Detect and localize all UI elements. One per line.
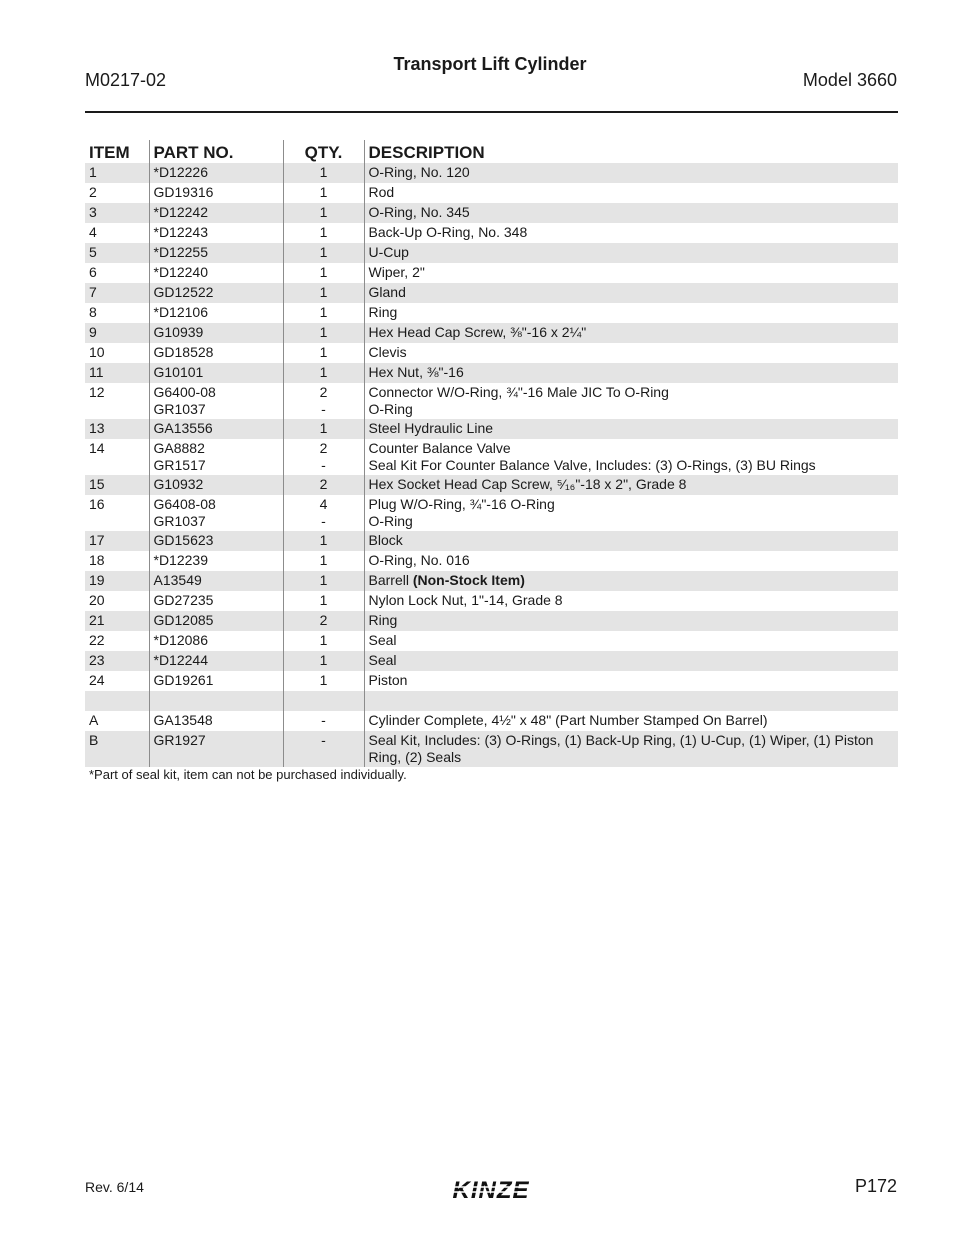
description-cell	[364, 631, 898, 651]
description	[369, 732, 895, 766]
part-number: G10932	[153, 476, 204, 492]
item-number: 11	[89, 364, 104, 380]
quantity-cell	[283, 591, 364, 611]
item-number: 1	[89, 164, 97, 180]
part-number-cell	[149, 651, 283, 671]
table-row	[85, 631, 898, 651]
header-rule	[85, 111, 898, 113]
part-number: GD12522	[153, 284, 214, 300]
description-cell	[364, 531, 898, 551]
part-number: GD19316	[153, 184, 214, 200]
column-header-qty: QTY.	[283, 140, 364, 163]
description	[369, 612, 895, 629]
item-number: 8	[89, 304, 97, 320]
description-text: Barrell	[368, 572, 409, 588]
part-number: *D12243	[153, 224, 208, 240]
description-cell	[364, 495, 898, 531]
quantity: 1	[319, 284, 328, 300]
table-row	[85, 303, 898, 323]
item-number: 3	[89, 204, 97, 220]
description	[369, 420, 895, 437]
kinze-logo	[431, 1176, 551, 1204]
quantity-cell	[283, 223, 364, 243]
quantity: 1	[319, 420, 328, 436]
quantity: 1	[319, 572, 328, 588]
quantity-cell	[283, 475, 364, 495]
quantity-cell	[283, 363, 364, 383]
table-row	[85, 651, 898, 671]
description-cell	[364, 711, 898, 731]
part-number-cell	[149, 439, 283, 475]
quantity-cell	[283, 203, 364, 223]
doc-number: M0217-02	[85, 70, 167, 90]
description	[369, 496, 895, 513]
table-row	[85, 183, 898, 203]
description-cell	[364, 303, 898, 323]
quantity: 1	[319, 364, 328, 380]
description-cell	[364, 263, 898, 283]
table-row	[85, 363, 898, 383]
quantity-cell	[283, 323, 364, 343]
item-cell	[85, 243, 149, 263]
description-text: Steel Hydraulic Line	[368, 420, 494, 436]
quantity: 1	[319, 632, 328, 648]
part-number-cell	[149, 671, 283, 691]
item-number: 18	[89, 552, 105, 568]
quantity: 1	[319, 652, 328, 668]
quantity-cell	[283, 183, 364, 203]
part-number: GD18528	[153, 344, 214, 360]
description	[369, 572, 895, 589]
item-cell	[85, 591, 149, 611]
empty-cell	[283, 691, 364, 711]
item-number: B	[89, 732, 99, 748]
item-cell	[85, 363, 149, 383]
item-number: 16	[89, 496, 105, 512]
description	[369, 304, 895, 321]
quantity: 1	[319, 264, 328, 280]
table-row	[85, 531, 898, 551]
table-row	[85, 671, 898, 691]
item-number: 21	[89, 612, 105, 628]
description-cell	[364, 439, 898, 475]
description-text: Plug W/O-Ring, ¾"-16 O-Ring	[368, 496, 555, 512]
quantity: -	[321, 457, 326, 473]
description-text: Seal Kit For Counter Balance Valve, Includes: (3) O-Rings, (3) BU Rings	[368, 457, 816, 473]
part-number-cell	[149, 343, 283, 363]
description-text: O-Ring, No. 120	[368, 164, 470, 180]
description-text: Hex Nut, ⅜"-16	[368, 364, 464, 380]
part-number-cell	[149, 263, 283, 283]
quantity: 1	[319, 224, 328, 240]
part-number: *D12239	[153, 552, 208, 568]
description	[369, 204, 895, 221]
table-row	[85, 711, 898, 731]
description	[369, 224, 895, 241]
item-cell	[85, 383, 149, 419]
parts-table	[85, 140, 898, 767]
item-number: 6	[89, 264, 97, 280]
description	[369, 284, 895, 301]
part-number-cell	[149, 495, 283, 531]
quantity-cell	[283, 551, 364, 571]
part-number: GD27235	[153, 592, 214, 608]
part-number-cell	[149, 475, 283, 495]
description-text: Wiper, 2"	[368, 264, 425, 280]
table-row	[85, 571, 898, 591]
part-number: *D12086	[153, 632, 208, 648]
table-header-row	[85, 140, 898, 163]
quantity: 1	[319, 244, 328, 260]
item-cell	[85, 551, 149, 571]
description	[369, 632, 895, 649]
description-text: Hex Socket Head Cap Screw, ⁵⁄₁₆"-18 x 2", Grade 8	[368, 476, 687, 492]
item-cell	[85, 571, 149, 591]
part-number-cell	[149, 551, 283, 571]
description-cell	[364, 343, 898, 363]
column-header-item: ITEM	[89, 143, 130, 162]
footnote: *Part of seal kit, item can not be purchased individually.	[89, 767, 407, 782]
quantity-cell	[283, 243, 364, 263]
description	[369, 440, 895, 457]
description-cell	[364, 203, 898, 223]
quantity-cell	[283, 631, 364, 651]
quantity-cell	[283, 651, 364, 671]
quantity-cell	[283, 731, 364, 767]
quantity: 2	[319, 476, 328, 492]
description-text: Ring	[368, 304, 398, 320]
empty-cell	[85, 691, 149, 711]
item-number: 12	[89, 384, 105, 400]
part-number: G6400-08	[153, 384, 216, 400]
description	[369, 401, 895, 418]
quantity: 4	[319, 496, 328, 512]
page-number: P172	[854, 1176, 897, 1196]
part-number-cell	[149, 531, 283, 551]
description-cell	[364, 323, 898, 343]
item-number: 7	[89, 284, 97, 300]
description-cell	[364, 243, 898, 263]
item-cell	[85, 323, 149, 343]
quantity: -	[321, 401, 326, 417]
non-stock-note: (Non-Stock Item)	[412, 572, 525, 588]
quantity: 1	[319, 304, 328, 320]
part-number: *D12226	[153, 164, 208, 180]
item-number: 23	[89, 652, 105, 668]
item-cell	[85, 611, 149, 631]
item-number: 17	[89, 532, 105, 548]
quantity: -	[321, 712, 326, 728]
item-cell	[85, 671, 149, 691]
part-number-cell	[149, 631, 283, 651]
part-number: G10939	[153, 324, 204, 340]
table-row	[85, 731, 898, 767]
quantity: 2	[319, 612, 328, 628]
item-cell	[85, 263, 149, 283]
part-number-cell	[149, 243, 283, 263]
description-text: Ring	[368, 612, 398, 628]
part-number: GA13548	[153, 712, 213, 728]
description-cell	[364, 383, 898, 419]
quantity: 2	[319, 384, 328, 400]
quantity-cell	[283, 419, 364, 439]
description-text: Block	[368, 532, 403, 548]
description	[369, 324, 895, 341]
quantity: 1	[319, 344, 328, 360]
table-row	[85, 243, 898, 263]
description	[369, 384, 895, 401]
part-number-cell	[149, 731, 283, 767]
empty-cell	[149, 691, 283, 711]
description-text: O-Ring, No. 345	[368, 204, 470, 220]
item-cell	[85, 419, 149, 439]
part-number-cell	[149, 183, 283, 203]
table-row	[85, 475, 898, 495]
logo-wordmark: KINZE	[452, 1177, 530, 1204]
item-number: 9	[89, 324, 97, 340]
item-number: 22	[89, 632, 105, 648]
quantity: -	[321, 732, 326, 748]
description-text: O-Ring	[368, 513, 413, 529]
description-cell	[364, 571, 898, 591]
part-number: GD19261	[153, 672, 214, 688]
quantity-cell	[283, 671, 364, 691]
revision-label: Rev. 6/14	[85, 1179, 144, 1195]
quantity-cell	[283, 383, 364, 419]
quantity: 2	[319, 440, 328, 456]
quantity-cell	[283, 711, 364, 731]
quantity-cell	[283, 531, 364, 551]
description-cell	[364, 283, 898, 303]
quantity-cell	[283, 263, 364, 283]
description	[369, 672, 895, 689]
description-text: Seal	[368, 652, 397, 668]
quantity: 1	[319, 592, 328, 608]
item-cell	[85, 731, 149, 767]
quantity-cell	[283, 611, 364, 631]
description	[369, 457, 895, 474]
description	[369, 712, 895, 729]
item-cell	[85, 475, 149, 495]
part-number-cell	[149, 303, 283, 323]
item-number: 5	[89, 244, 97, 260]
table-row	[85, 343, 898, 363]
quantity-cell	[283, 571, 364, 591]
description-cell	[364, 671, 898, 691]
item-number: 15	[89, 476, 105, 492]
table-row	[85, 323, 898, 343]
table-row	[85, 223, 898, 243]
quantity-cell	[283, 303, 364, 323]
column-header-description: DESCRIPTION	[364, 140, 898, 163]
description	[369, 476, 895, 493]
description-text: Hex Head Cap Screw, ⅜"-16 x 2¼"	[368, 324, 587, 340]
table-spacer-row	[85, 691, 898, 711]
part-number: G10101	[153, 364, 204, 380]
description-text: Nylon Lock Nut, 1"-14, Grade 8	[368, 592, 563, 608]
part-number: *D12244	[153, 652, 208, 668]
part-number-cell	[149, 383, 283, 419]
part-number: G6408-08	[153, 496, 216, 512]
description-cell	[364, 475, 898, 495]
description-cell	[364, 183, 898, 203]
part-number-cell	[149, 591, 283, 611]
part-number-cell	[149, 611, 283, 631]
quantity: -	[321, 513, 326, 529]
quantity: 1	[319, 164, 328, 180]
part-number-cell	[149, 203, 283, 223]
part-number: GR1037	[153, 513, 206, 529]
item-cell	[85, 203, 149, 223]
item-number: 10	[89, 344, 105, 360]
part-number: *D12240	[153, 264, 208, 280]
part-number-cell	[149, 283, 283, 303]
description-cell	[364, 223, 898, 243]
description-cell	[364, 611, 898, 631]
part-number: *D12106	[153, 304, 208, 320]
part-number: GA8882	[153, 440, 205, 456]
quantity: 1	[319, 324, 328, 340]
description-text: Clevis	[368, 344, 407, 360]
table-row	[85, 283, 898, 303]
description-cell	[364, 551, 898, 571]
description-text: Connector W/O-Ring, ¾"-16 Male JIC To O-Ring	[368, 384, 669, 400]
quantity: 1	[319, 204, 328, 220]
description-cell	[364, 651, 898, 671]
item-number: 4	[89, 224, 97, 240]
quantity: 1	[319, 184, 328, 200]
description	[369, 592, 895, 609]
item-number: 19	[89, 572, 105, 588]
quantity-cell	[283, 439, 364, 475]
part-number-cell	[149, 323, 283, 343]
description	[369, 184, 895, 201]
part-number: GR1517	[153, 457, 206, 473]
table-row	[85, 439, 898, 475]
description-text: Piston	[368, 672, 408, 688]
quantity: 1	[319, 552, 328, 568]
item-cell	[85, 439, 149, 475]
description-cell	[364, 591, 898, 611]
table-row	[85, 419, 898, 439]
quantity: 1	[319, 672, 328, 688]
description	[369, 264, 895, 281]
description	[369, 532, 895, 549]
quantity-cell	[283, 283, 364, 303]
item-cell	[85, 223, 149, 243]
description	[369, 552, 895, 569]
table-row	[85, 263, 898, 283]
quantity-cell	[283, 163, 364, 183]
table-row	[85, 611, 898, 631]
description-text: U-Cup	[368, 244, 409, 260]
description-cell	[364, 363, 898, 383]
table-row	[85, 551, 898, 571]
column-header-part: PART NO.	[149, 140, 283, 163]
part-number: *D12255	[153, 244, 208, 260]
description-cell	[364, 419, 898, 439]
item-cell	[85, 183, 149, 203]
description	[369, 164, 895, 181]
table-row	[85, 495, 898, 531]
description-text: Seal Kit, Includes: (3) O-Rings, (1) Back-Up Ring, (1) U-Cup, (1) Wiper, (1) Piston Ring, (2) Seals	[368, 732, 874, 765]
part-number-cell	[149, 711, 283, 731]
description-cell	[364, 731, 898, 767]
item-cell	[85, 283, 149, 303]
model-name: Model 3660	[802, 70, 897, 90]
part-number: *D12242	[153, 204, 208, 220]
table-row	[85, 163, 898, 183]
item-cell	[85, 343, 149, 363]
item-number: 13	[89, 420, 105, 436]
parts-table-body	[85, 163, 898, 767]
part-number: GA13556	[153, 420, 213, 436]
description-text: Seal	[368, 632, 397, 648]
description	[369, 344, 895, 361]
item-number: 2	[89, 184, 97, 200]
table-row	[85, 591, 898, 611]
quantity: 1	[319, 532, 328, 548]
description-text: Back-Up O-Ring, No. 348	[368, 224, 528, 240]
description-text: O-Ring, No. 016	[368, 552, 470, 568]
item-cell	[85, 495, 149, 531]
item-cell	[85, 711, 149, 731]
table-row	[85, 203, 898, 223]
description-text: Gland	[368, 284, 406, 300]
quantity-cell	[283, 343, 364, 363]
item-cell	[85, 303, 149, 323]
description	[369, 652, 895, 669]
item-number: A	[89, 712, 99, 728]
item-cell	[85, 631, 149, 651]
part-number: GR1037	[153, 401, 206, 417]
item-number: 20	[89, 592, 105, 608]
empty-cell	[364, 691, 898, 711]
quantity-cell	[283, 495, 364, 531]
description	[369, 513, 895, 530]
item-cell	[85, 531, 149, 551]
item-cell	[85, 163, 149, 183]
item-number: 24	[89, 672, 105, 688]
description-text: Cylinder Complete, 4½" x 48" (Part Number Stamped On Barrel)	[368, 712, 768, 728]
part-number: GD15623	[153, 532, 214, 548]
description-text: Rod	[368, 184, 395, 200]
item-number: 14	[89, 440, 105, 456]
part-number-cell	[149, 571, 283, 591]
part-number-cell	[149, 419, 283, 439]
part-number-cell	[149, 223, 283, 243]
description	[369, 244, 895, 261]
item-cell	[85, 651, 149, 671]
page-title: Transport Lift Cylinder	[393, 54, 587, 74]
part-number: A13549	[153, 572, 202, 588]
description	[369, 364, 895, 381]
part-number: GD12085	[153, 612, 214, 628]
part-number: GR1927	[153, 732, 206, 748]
description-cell	[364, 163, 898, 183]
table-row	[85, 383, 898, 419]
description-text: Counter Balance Valve	[368, 440, 511, 456]
description-text: O-Ring	[368, 401, 413, 417]
part-number-cell	[149, 363, 283, 383]
part-number-cell	[149, 163, 283, 183]
